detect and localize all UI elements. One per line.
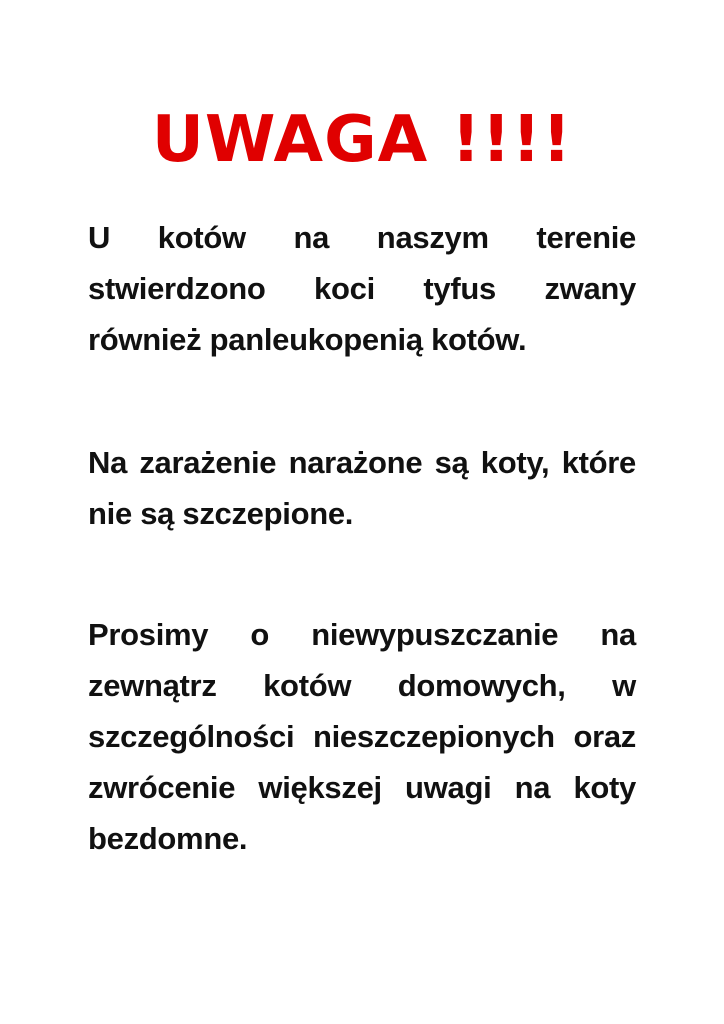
- notice-paragraph-2: Na zarażenie narażone są koty, które nie są szczepione.: [88, 445, 636, 531]
- notice-title: UWAGA !!!!: [151, 103, 573, 177]
- notice-paragraph-3: Prosimy o niewypuszczanie na zewnątrz kotów domowych, w szczególności nieszczepionych oraz zwrócenie większej uwagi na koty bezdomne.: [88, 617, 636, 856]
- notice-paragraph-1: U kotów na naszym terenie stwierdzono koci tyfus zwany również panleukopenią kotów.: [88, 220, 636, 357]
